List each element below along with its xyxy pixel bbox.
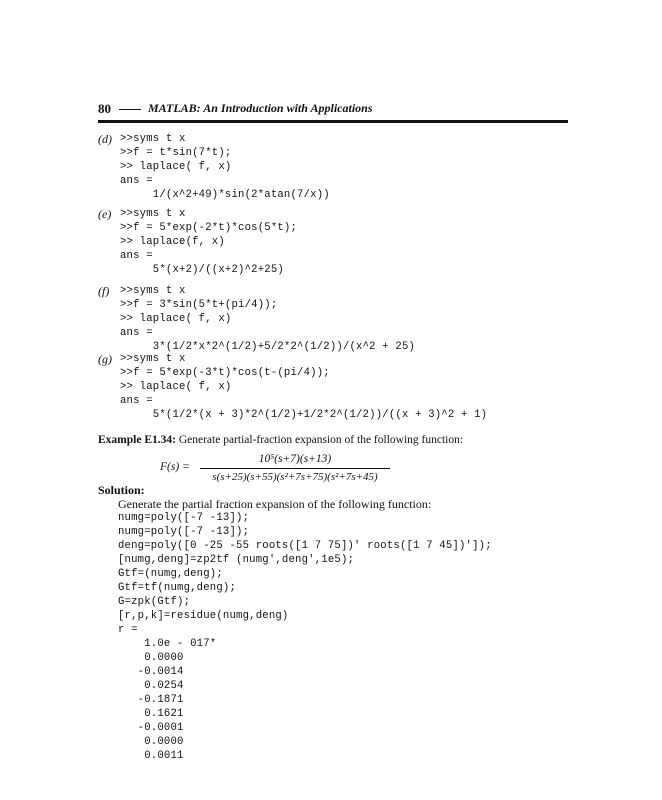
example-heading	[98, 434, 463, 446]
code-line: >>f = t*sin(7*t);	[120, 147, 232, 159]
code-line: 0.0254	[118, 680, 184, 692]
solution-code	[118, 511, 492, 763]
part-f-code	[120, 284, 415, 354]
running-header	[98, 101, 568, 119]
code-line: >>syms t x	[120, 133, 186, 145]
part-e-label: (e)	[98, 207, 112, 221]
book-title: MATLAB: An Introduction with Applications	[148, 101, 373, 115]
code-line: >>f = 3*sin(5*t+(pi/4));	[120, 299, 278, 311]
code-line: 1.0e - 017*	[118, 638, 217, 650]
code-line: Gtf=(numg,deng);	[118, 568, 223, 580]
code-line: [numg,deng]=zp2tf (numg',deng',1e5);	[118, 554, 355, 566]
code-line: -0.1871	[118, 694, 184, 706]
code-line: >>syms t x	[120, 208, 186, 220]
code-line: 1/(x^2+49)*sin(2*atan(7/x))	[120, 189, 330, 201]
code-line: 0.0000	[118, 736, 184, 748]
code-line: ans =	[120, 327, 153, 339]
example-label: Example E1.34:	[98, 434, 176, 446]
equation-denominator: s(s+25)(s+55)(s²+7s+75)(s²+7s+45)	[212, 471, 378, 483]
solution-description: Generate the partial fraction expansion of the following function:	[118, 497, 432, 511]
code-line: >> laplace( f, x)	[120, 381, 232, 393]
example-text: Generate partial-fraction expansion of the following function:	[178, 434, 464, 446]
equation-fraction	[200, 452, 390, 485]
part-d-label: (d)	[98, 132, 112, 146]
code-line: 0.0011	[118, 750, 184, 762]
code-line: 3*(1/2*x*2^(1/2)+5/2*2^(1/2))/(x^2 + 25)	[120, 341, 416, 353]
equation-numerator: 10⁵(s+7)(s+13)	[258, 453, 332, 465]
code-line: >> laplace( f, x)	[120, 161, 232, 173]
part-d-code	[120, 132, 330, 202]
code-line: >>syms t x	[120, 353, 186, 365]
code-line: deng=poly([0 -25 -55 roots([1 7 75])' roots([1 7 45])']);	[118, 540, 492, 552]
code-line: r =	[118, 624, 138, 636]
code-line: numg=poly([-7 -13]);	[118, 526, 250, 538]
code-line: ans =	[120, 175, 153, 187]
part-g-code	[120, 352, 487, 422]
code-line: Gtf=tf(numg,deng);	[118, 582, 237, 594]
solution-label: Solution:	[98, 483, 145, 497]
code-line: >> laplace(f, x)	[120, 236, 225, 248]
code-line: >>f = 5*exp(-2*t)*cos(5*t);	[120, 222, 298, 234]
header-rule	[98, 120, 568, 123]
code-line: 5*(x+2)/((x+2)^2+25)	[120, 264, 284, 276]
code-line: >> laplace( f, x)	[120, 313, 232, 325]
page-number: 80	[98, 101, 111, 116]
code-line: 5*(1/2*(x + 3)*2^(1/2)+1/2*2^(1/2))/((x + 3)^2 + 1)	[120, 409, 488, 421]
part-f-label: (f)	[98, 284, 110, 298]
code-line: 0.1621	[118, 708, 184, 720]
code-line: >>syms t x	[120, 285, 186, 297]
code-line: numg=poly([-7 -13]);	[118, 512, 250, 524]
code-line: [r,p,k]=residue(numg,deng)	[118, 610, 289, 622]
code-line: 0.0000	[118, 652, 184, 664]
part-e-code	[120, 207, 297, 277]
fraction-bar	[200, 468, 390, 469]
part-g-label: (g)	[98, 352, 112, 366]
code-line: G=zpk(Gtf);	[118, 596, 191, 608]
code-line: >>f = 5*exp(-3*t)*cos(t-(pi/4));	[120, 367, 330, 379]
header-dash	[119, 109, 141, 110]
equation-lhs: F(s) =	[160, 461, 190, 473]
code-line: -0.0001	[118, 722, 184, 734]
transfer-function-equation	[160, 452, 390, 486]
code-line: -0.0014	[118, 666, 184, 678]
code-line: ans =	[120, 395, 153, 407]
code-line: ans =	[120, 250, 153, 262]
